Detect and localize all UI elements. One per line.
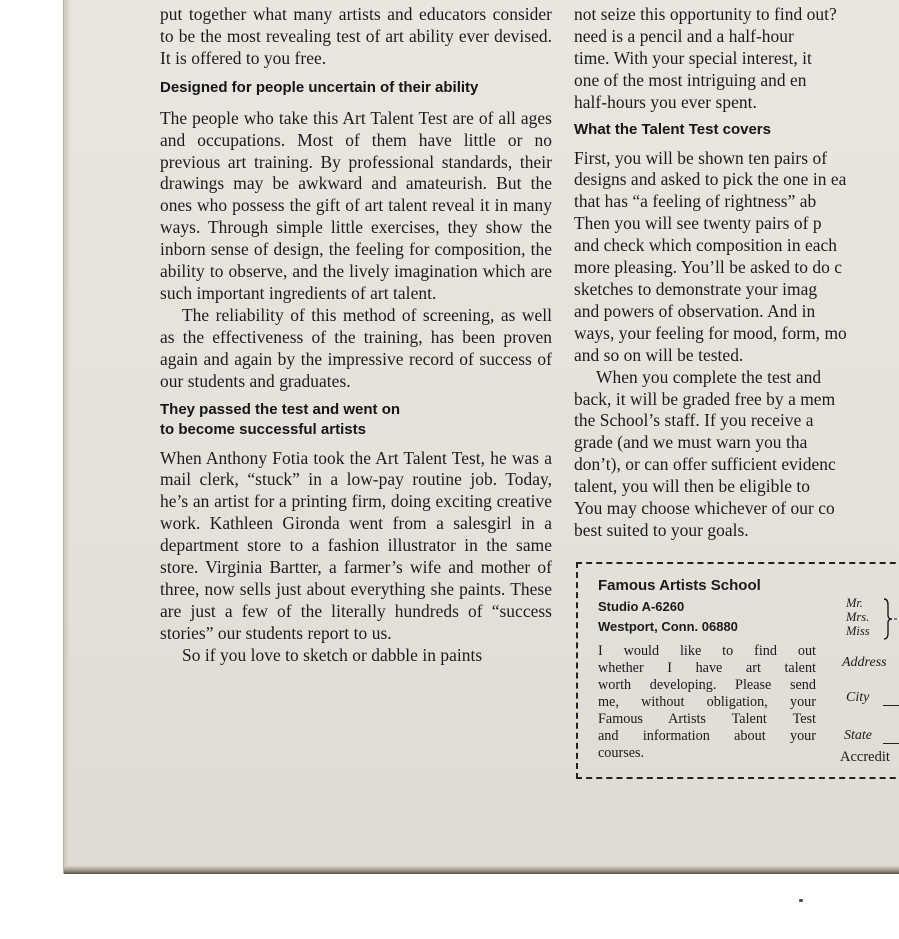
title-option-miss[interactable]: Miss [846, 624, 870, 638]
title-brace-icon [881, 597, 897, 641]
text-line: When you complete the test and [596, 366, 822, 387]
heading-they-passed-line1: They passed the test and went on [160, 400, 401, 418]
heading-talent-test-covers: What the Talent Test covers [574, 120, 771, 138]
text-line: the School’s staff. If you receive a [574, 410, 814, 431]
text-line: best suited to your goals. [574, 519, 749, 540]
city-input-line[interactable] [883, 705, 899, 706]
text-line: that has “a feeling of rightness” ab [574, 191, 817, 212]
heading-designed-for: Designed for people uncertain of their ability [160, 78, 479, 96]
right-column [574, 4, 899, 542]
paragraph-success-stories: When Anthony Fotia took the Art Talent Test, he was a mail clerk, “stuck” in a low-pay routine job. Today, he’s an artist for a printing firm, doing exciting creative work. Kathleen Gironda went from a salesgirl in a department store to a fashion illustrator in the same store. Virginia Bartter, a farmer’s wife and mother of three, now sells just about everything she paints. These are just a few of the literally hundreds of “success stories” our students report to us. [160, 447, 552, 643]
coupon-school-name: Famous Artists School [598, 577, 761, 594]
speck [799, 899, 803, 902]
right-paragraph-first [574, 148, 899, 367]
coupon-location: Westport, Conn. 06880 [598, 619, 738, 634]
text-line: grade (and we must warn you tha [574, 432, 808, 453]
title-option-mrs[interactable]: Mrs. [846, 610, 870, 624]
coupon-request-line: courses. [598, 745, 645, 761]
text-line: and powers of observation. And in [574, 300, 816, 321]
text-line: Then you will see twenty pairs of p [574, 213, 822, 234]
right-intro-line: time. With your special interest, it [574, 47, 812, 68]
coupon-request-line: whether I have art talent [598, 660, 816, 676]
mail-in-coupon[interactable] [576, 562, 899, 779]
right-intro-line: half-hours you ever spent. [574, 91, 757, 112]
right-intro [574, 4, 899, 114]
paragraph-so-if: So if you love to sketch or dabble in paints [182, 644, 483, 665]
title-options[interactable] [846, 596, 870, 638]
text-line: First, you will be shown ten pairs of [574, 147, 828, 168]
right-paragraph-when [574, 367, 899, 542]
text-line: You may choose whichever of our co [574, 498, 835, 519]
heading-they-passed [160, 400, 552, 440]
left-column [160, 4, 552, 667]
text-line: more pleasing. You’ll be asked to do c [574, 257, 843, 278]
coupon-studio: Studio A-6260 [598, 599, 685, 614]
text-line: and so on will be tested. [574, 344, 744, 365]
coupon-request-line: I would like to find out [598, 643, 816, 659]
text-line: don’t), or can offer sufficient evidenc [574, 454, 836, 475]
heading-they-passed-line2: to become successful artists [160, 420, 366, 438]
coupon-request-line: Famous Artists Talent Test [598, 711, 816, 727]
accredited-text: Accredit [840, 749, 890, 765]
right-intro-line: not seize this opportunity to find out? [574, 4, 837, 24]
title-option-mr[interactable]: Mr. [846, 596, 864, 610]
text-line: back, it will be graded free by a mem [574, 388, 836, 409]
text-line: and check which composition in each [574, 235, 838, 256]
text-line: sketches to demonstrate your imag [574, 278, 818, 299]
state-input-line[interactable] [883, 743, 899, 744]
city-label: City [846, 690, 870, 705]
page-bottom-edge [64, 866, 899, 874]
right-intro-line: one of the most intriguing and en [574, 69, 807, 90]
coupon-request-line: me, without obligation, your [598, 694, 816, 710]
intro-paragraph: put together what many artists and educators consider to be the most revealing test of art ability ever devised. It is offered to you free. [160, 4, 552, 68]
right-intro-line: need is a pencil and a half-hour [574, 25, 794, 46]
page-left-edge [64, 0, 70, 874]
address-label: Address [842, 655, 887, 670]
paragraph-reliability: The reliability of this method of screening, as well as the effectiveness of the training, has been proven again and again by the impressive record of success of our students and graduates. [160, 304, 552, 391]
paragraph-people: The people who take this Art Talent Test are of all ages and occupations. Most of them have little or no previous art training. By professional standards, their drawings may be awkward and amateurish. But the ones who possess the gift of art talent reveal it in many ways. Through simple little exercises, they show the inborn sense of design, the feeling for composition, the ability to observe, and the lively imagination which are such important ingredients of art talent. [160, 107, 552, 303]
state-label: State [844, 728, 872, 743]
coupon-request-line: and information about your [598, 728, 816, 744]
text-line: designs and asked to pick the one in ea [574, 169, 847, 190]
coupon-request-line: worth developing. Please send [598, 677, 816, 693]
text-line: talent, you will then be eligible to [574, 476, 811, 497]
text-line: ways, your feeling for mood, form, mo [574, 322, 847, 343]
coupon-request-text [598, 643, 816, 762]
